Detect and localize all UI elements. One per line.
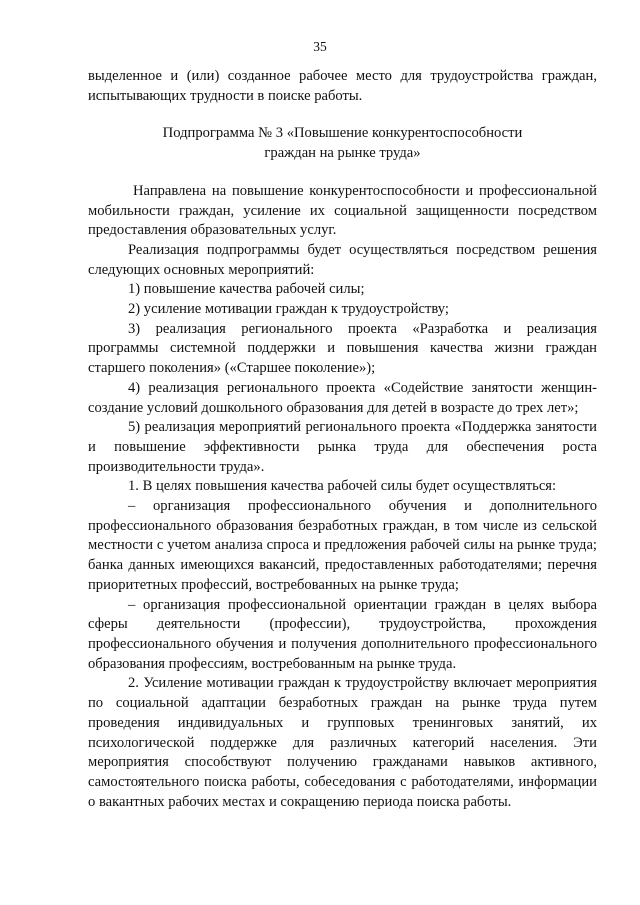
section-1-bullet-2: – организация профессиональной ориентации граждан в целях выбора сферы деятельности (профессии), трудоустройства, прохождения профессионального обучения и получения дополнительного профессионального образования профессиям, востребованным на рынке труда. xyxy=(88,596,597,672)
subprogram-heading xyxy=(88,124,597,163)
subprogram-heading-line-1: Подпрограмма № 3 «Повышение конкурентоспособности xyxy=(162,125,523,142)
list-item-1: 1) повышение качества рабочей силы; xyxy=(128,281,365,298)
subprogram-heading-line-2: граждан на рынке труда» xyxy=(264,145,421,162)
section-2-paragraph: 2. Усиление мотивации граждан к трудоустройству включает мероприятия по социальной адаптации безработных граждан на рынке труда путем проведения индивидуальных и групповых тренинговых занятий, их психологической поддержке для различных категорий населения. Эти мероприятия способствуют получению гражданами навыков активного, самостоятельного поиска работы, собеседования с работодателями, информации о вакантных рабочих местах и сокращению периода поиска работы. xyxy=(88,675,597,810)
section-1-bullet-1: – организация профессионального обучения и дополнительного профессионального образования безработных граждан, в том числе из сельской местности с учетом анализа спроса и предложения рабочей силы на рынке труда; банка данных имеющихся вакансий, предоставленных работодателями; перечня приоритетных профессий, востребованных на рынке труда; xyxy=(88,498,597,593)
list-item-3: 3) реализация регионального проекта «Разработка и реализация программы системной поддержки и повышения качества жизни граждан старшего поколения» («Старшее поколение»); xyxy=(88,320,597,377)
list-item-5: 5) реализация мероприятий регионального проекта «Поддержка занятости и повышение эффективности рынка труда для обеспечения роста производительности труда». xyxy=(88,419,597,475)
page-number: 35 xyxy=(313,39,327,54)
page-body xyxy=(88,67,597,812)
section-1-intro: 1. В целях повышения качества рабочей силы будет осуществляться: xyxy=(128,478,557,495)
list-item-4: 4) реализация регионального проекта «Содействие занятости женщин-создание условий дошкольного образования для детей в возрасте до трех лет»; xyxy=(88,379,597,416)
intro-continuation-paragraph: выделенное и (или) созданное рабочее место для трудоустройства граждан, испытывающих трудности в поиске работы. xyxy=(88,68,597,104)
list-item-2: 2) усиление мотивации граждан к трудоустройству; xyxy=(128,301,449,318)
paragraph-implementation: Реализация подпрограммы будет осуществляться посредством решения следующих основных мероприятий: xyxy=(88,241,597,278)
paragraph-purpose: Направлена на повышение конкурентоспособности и профессиональной мобильности граждан, усиление их социальной защищенности посредством предоставления образовательных услуг. xyxy=(88,182,597,239)
